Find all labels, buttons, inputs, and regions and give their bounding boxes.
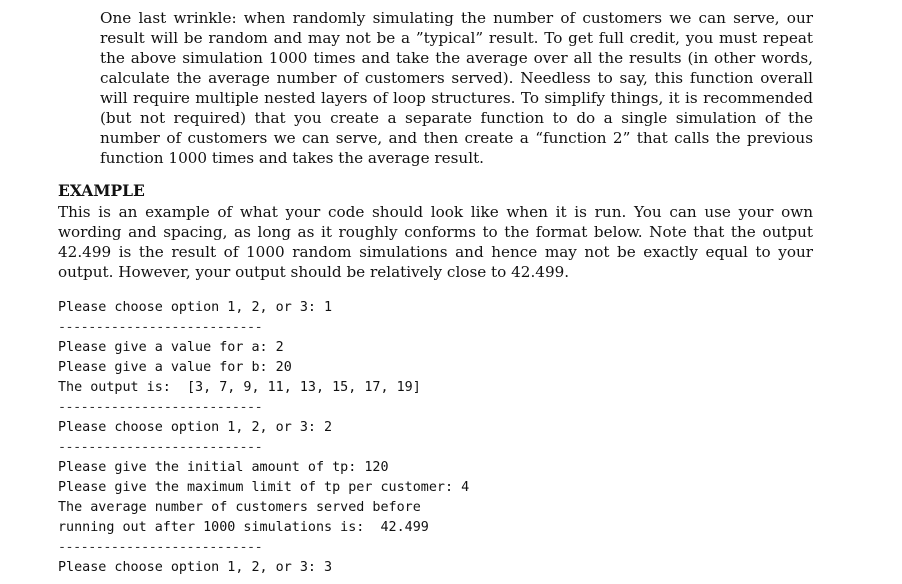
console-separator: ---------------------------	[58, 320, 263, 335]
example-heading: EXAMPLE	[58, 181, 145, 200]
console-line: Please choose option 1, 2, or 3: 2	[58, 420, 333, 435]
console-line: Please give a value for a: 2	[58, 340, 284, 355]
example-paragraph: This is an example of what your code should look like when it is run. You can use your own wording and spacing, as long as it roughly conforms to the format below. Note that the output 42.499 is the result of 1000 random simulations and hence may not be exactly equal to your output. However, your output should be relatively close to 42.499.	[58, 203, 813, 281]
console-separator: ---------------------------	[58, 540, 263, 555]
console-line: Please give the maximum limit of tp per customer: 4	[58, 480, 470, 495]
console-separator: ---------------------------	[58, 400, 263, 415]
console-line: Please choose option 1, 2, or 3: 1	[58, 300, 333, 315]
console-line: Please choose option 1, 2, or 3: 3	[58, 560, 333, 575]
console-line: Please give a value for b: 20	[58, 360, 292, 375]
instructions-paragraph: One last wrinkle: when randomly simulating the number of customers we can serve, our result will be random and may not be a ”typical” result. To get full credit, you must repeat the above simulation 1000 times and take the average over all the results (in other words, calculate the average number of customers served). Needless to say, this function overall will require multiple nested layers of loop structures. To simplify things, it is recommended (but not required) that you create a separate function to do a single simulation of the number of customers we can serve, and then create a “function 2” that calls the previous function 1000 times and takes the average result.	[100, 9, 813, 167]
console-separator: ---------------------------	[58, 440, 263, 455]
console-line: running out after 1000 simulations is: 42.499	[58, 520, 429, 535]
console-line: The output is: [3, 7, 9, 11, 13, 15, 17, 19]	[58, 380, 421, 395]
console-line: Please give the initial amount of tp: 120	[58, 460, 389, 475]
console-line: The average number of customers served before	[58, 500, 421, 515]
